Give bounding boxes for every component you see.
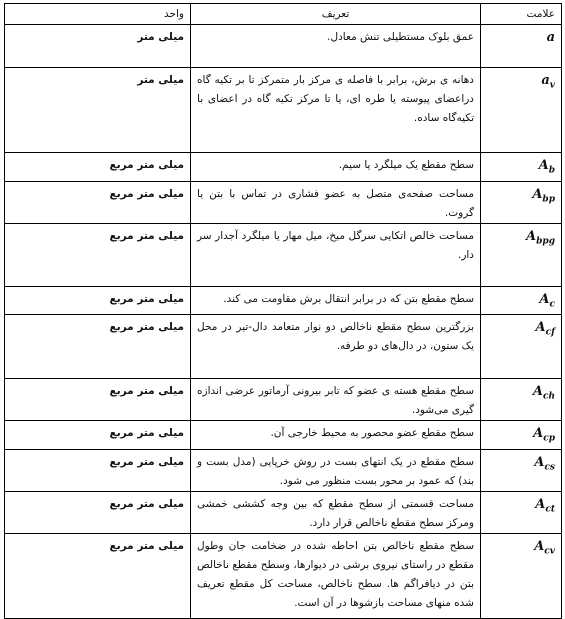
symbol-subscript: bp [542, 194, 555, 205]
unit-cell: میلی متر [5, 68, 191, 153]
symbol-subscript: ct [545, 504, 555, 515]
unit-cell: میلی متر مربع [5, 421, 191, 450]
symbol-base: A [535, 496, 546, 512]
symbol-base: A [534, 538, 545, 554]
symbol-subscript: b [548, 165, 555, 176]
definition-cell: سطح مقطع عضو محصور به محیط خارجی آن. [191, 421, 481, 450]
symbol-subscript: cp [543, 433, 555, 444]
symbol-base: A [526, 228, 537, 244]
unit-cell: میلی متر مربع [5, 286, 191, 315]
table-row [5, 181, 562, 223]
table-row [5, 315, 562, 379]
unit-cell: میلی متر [5, 25, 191, 68]
symbols-table [4, 3, 562, 619]
symbol-subscript: c [549, 299, 555, 310]
definition-cell: سطح مقطع ناخالص بتن احاطه شده در ضخامت جان وطول مقطع در راستای نیروی برشی در دیوارها، وسطح مقطع ناخالص بتن در دیافراگم ها. سطح ناخالص، مساحت کل مقطع تعریف شده منهای مساحت بازشوها در آن است. [191, 533, 481, 618]
symbol-cell [481, 315, 562, 379]
table-row [5, 533, 562, 618]
definition-cell: بزرگترین سطح مقطع ناخالص دو نوار متعامد دال-تیر در محل یک ستون، در دال‌های دو طرفه. [191, 315, 481, 379]
table-row [5, 421, 562, 450]
table-row [5, 68, 562, 153]
symbol-cell [481, 491, 562, 533]
unit-cell: میلی متر مربع [5, 315, 191, 379]
definition-cell: سطح مقطع یک میلگرد یا سیم. [191, 153, 481, 182]
symbol-base: a [546, 30, 555, 45]
symbol-base: A [535, 320, 546, 336]
symbol-base: A [532, 186, 543, 202]
symbol-subscript: cf [545, 327, 555, 338]
table-body [5, 25, 562, 619]
symbol-cell [481, 286, 562, 315]
symbol-subscript: cs [544, 462, 555, 473]
definition-cell: مساحت خالص اتکایی سرگل میخ، میل مهار یا میلگرد آجدار سر دار. [191, 223, 481, 286]
symbol-base: a [541, 73, 550, 88]
symbol-cell [481, 153, 562, 182]
unit-cell: میلی متر مربع [5, 533, 191, 618]
symbol-cell [481, 449, 562, 491]
table-row [5, 153, 562, 182]
definition-cell: مساحت صفحه‌ی متصل به عضو فشاری در تماس با بتن یا گروت. [191, 181, 481, 223]
header-symbol: علامت [481, 4, 562, 25]
symbol-cell [481, 533, 562, 618]
symbol-cell [481, 68, 562, 153]
unit-cell: میلی متر مربع [5, 181, 191, 223]
unit-cell: میلی متر مربع [5, 449, 191, 491]
symbol-cell [481, 181, 562, 223]
symbol-subscript: cv [544, 546, 555, 557]
unit-cell: میلی متر مربع [5, 223, 191, 286]
table-row [5, 223, 562, 286]
symbol-base: A [538, 158, 549, 173]
header-unit: واحد [5, 4, 191, 25]
symbol-subscript: v [549, 80, 555, 91]
symbol-subscript: bpg [536, 236, 555, 247]
symbol-cell [481, 25, 562, 68]
symbol-cell [481, 223, 562, 286]
unit-cell: میلی متر مربع [5, 491, 191, 533]
symbol-base: A [533, 426, 544, 442]
symbol-base: A [532, 384, 543, 400]
symbol-base: A [534, 454, 545, 470]
definition-cell: مساحت قسمتی از سطح مقطع که بین وجه کششی خمشی ومرکز سطح مقطع ناخالص قرار دارد. [191, 491, 481, 533]
unit-cell: میلی متر مربع [5, 153, 191, 182]
table-row [5, 449, 562, 491]
symbol-subscript: ch [542, 391, 555, 402]
unit-cell: میلی متر مربع [5, 379, 191, 421]
table-header-row [5, 4, 562, 25]
symbol-cell [481, 421, 562, 450]
definition-cell: دهانه ی برش، برابر با فاصله ی مرکز بار متمرکز تا بر تکیه گاه دراعضای پیوسته یا طره ای، یا تا مرکز تکیه گاه در اعضای با تکیه‌گاه ساده. [191, 68, 481, 153]
table-row [5, 25, 562, 68]
header-definition: تعریف [191, 4, 481, 25]
definition-cell: سطح مقطع در یک انتهای بست در روش خرپایی (مدل بست و بند) که عمود بر محور بست منظور می شود. [191, 449, 481, 491]
table-row [5, 286, 562, 315]
definition-cell: سطح مقطع هسته ی عضو که تابر بیرونی آرماتور عرضی اندازه گیری می‌شود. [191, 379, 481, 421]
symbol-base: A [539, 291, 550, 307]
definition-cell: عمق بلوک مستطیلی تنش معادل. [191, 25, 481, 68]
definition-cell: سطح مقطع بتن که در برابر انتقال برش مقاومت می کند. [191, 286, 481, 315]
table-row [5, 491, 562, 533]
table-row [5, 379, 562, 421]
symbol-cell [481, 379, 562, 421]
